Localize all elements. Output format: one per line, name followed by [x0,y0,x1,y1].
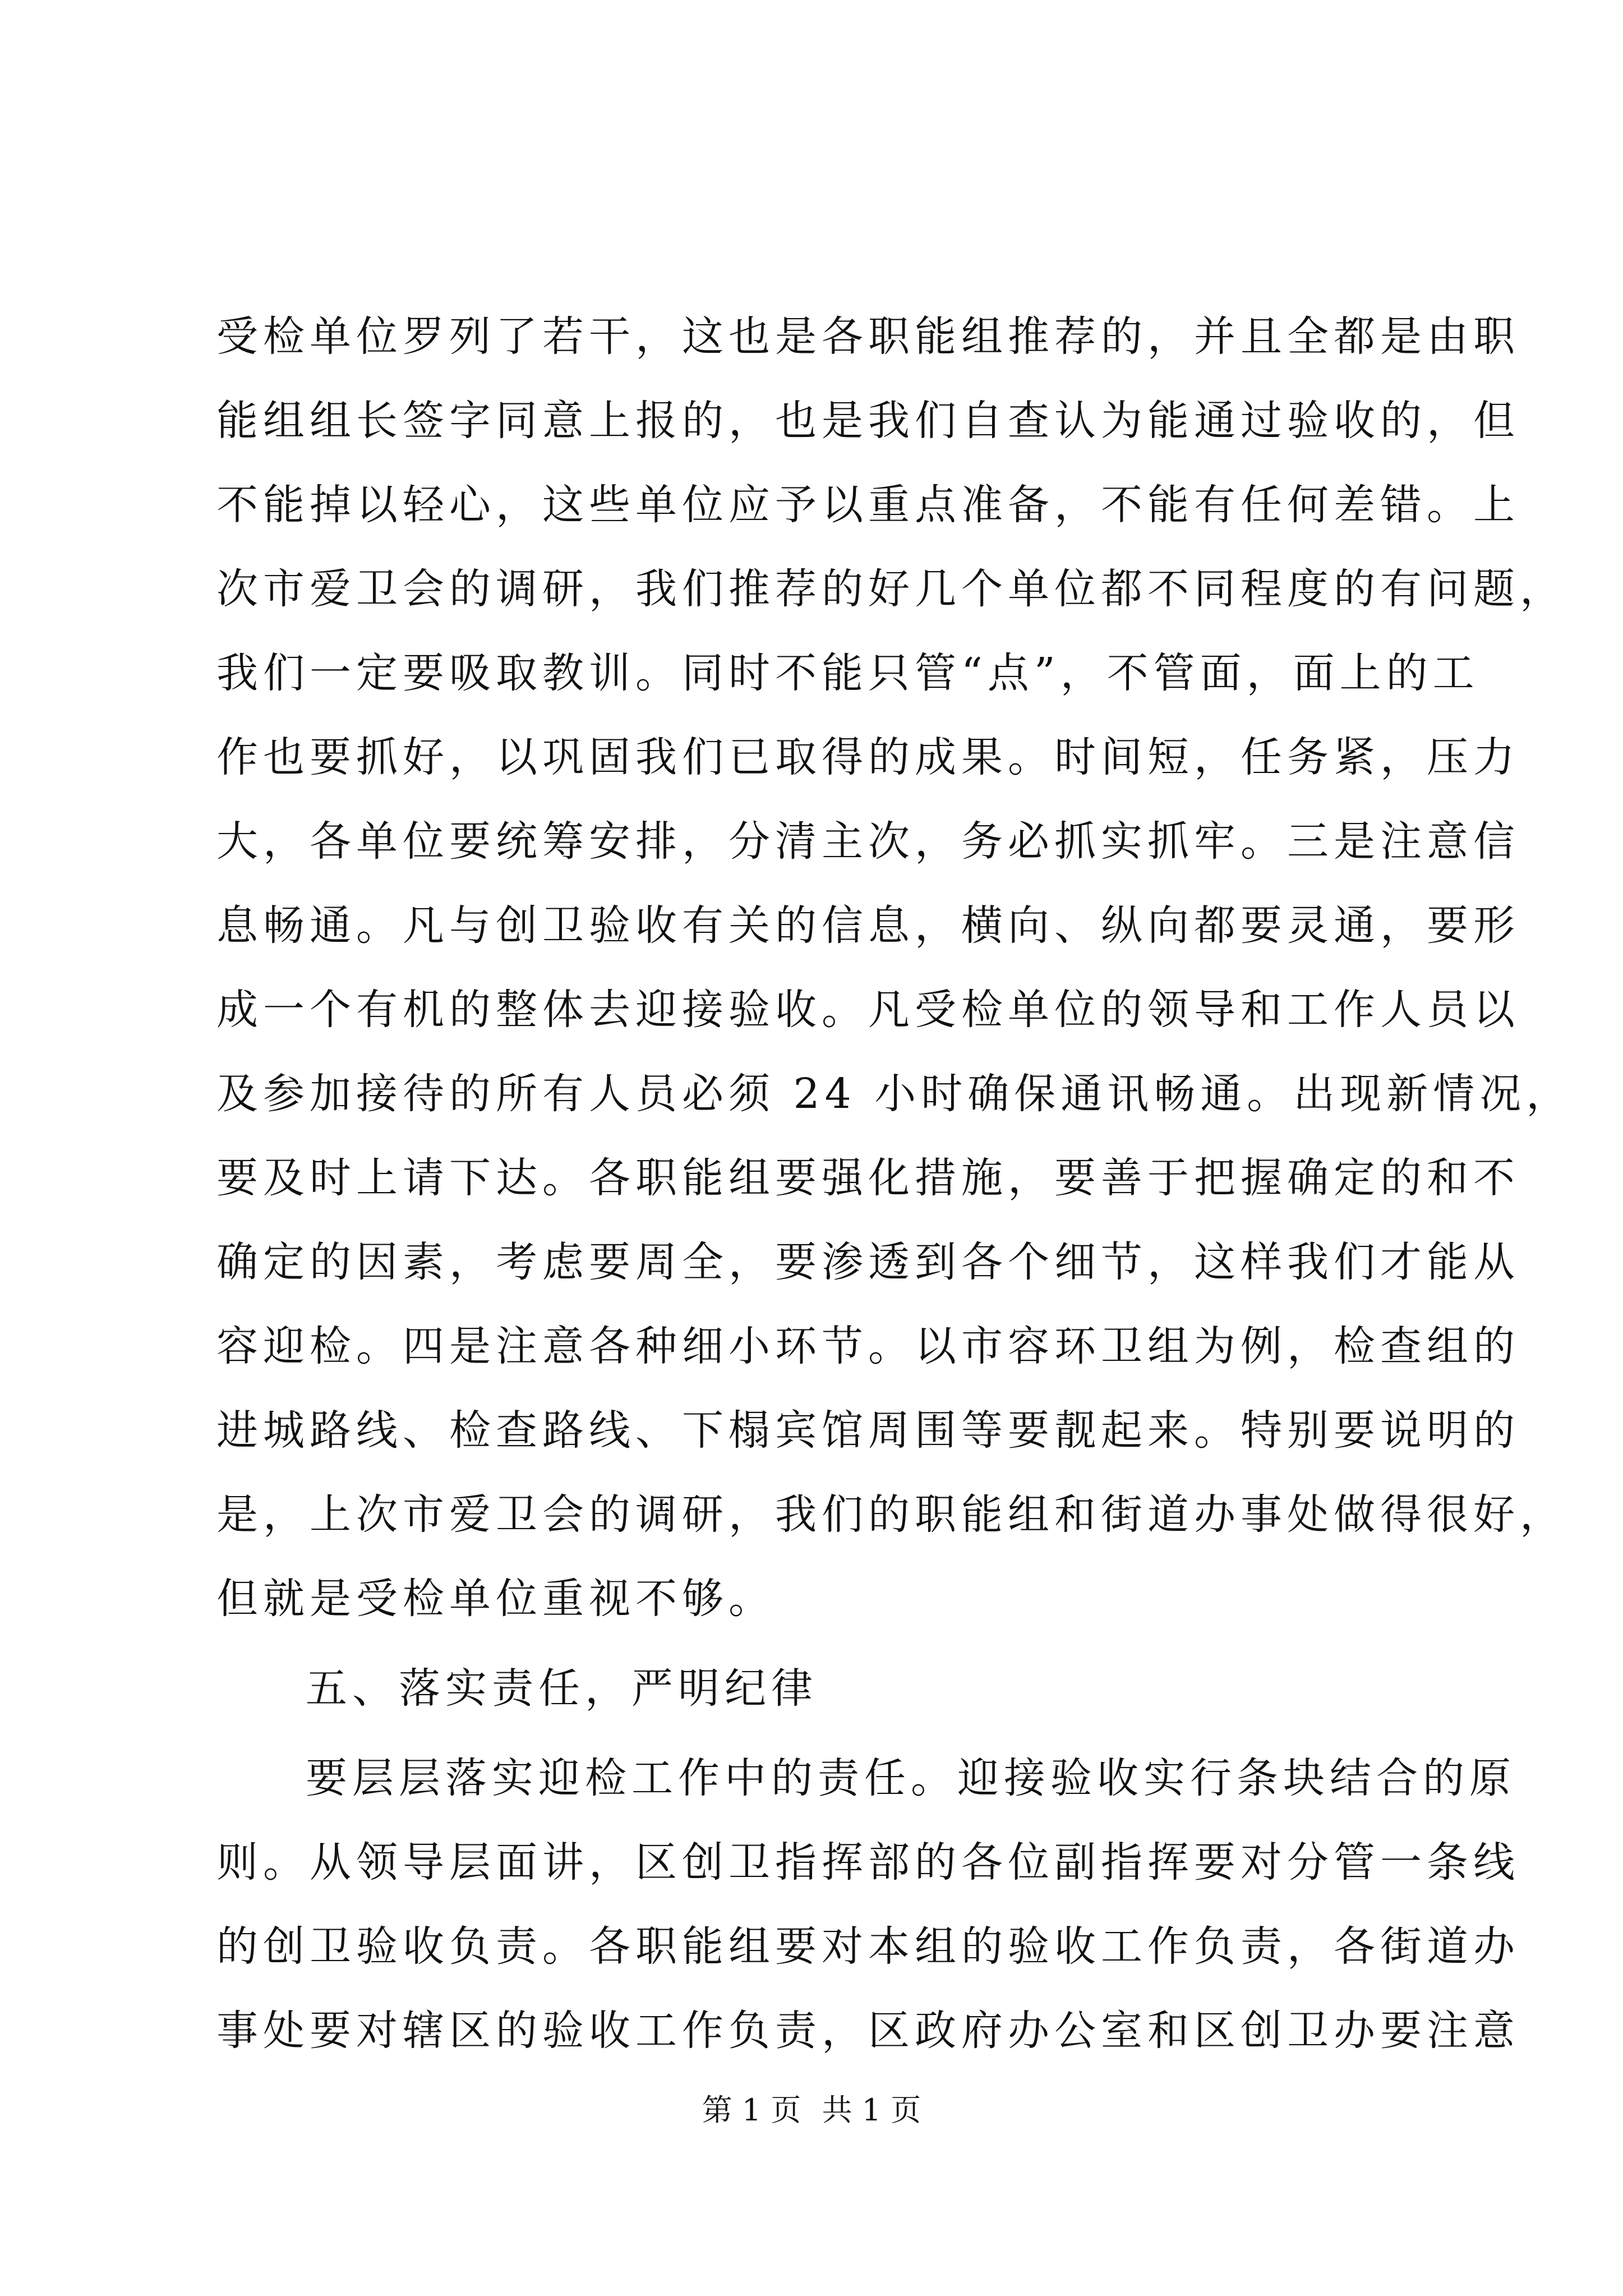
paragraph-first-line: 要层层落实迎检工作中的责任。迎接验收实行条块结合的原 [306,1754,1516,1802]
body-line: 则。从领导层面讲，区创卫指挥部的各位副指挥要对分管一条线 [216,1838,1520,1887]
body-line: 成一个有机的整体去迎接验收。凡受检单位的领导和工作人员以 [216,986,1520,1034]
section-heading: 五、落实责任，严明纪律 [306,1664,818,1713]
body-line: 作也要抓好，以巩固我们已取得的成果。时间短，任务紧，压力 [216,733,1520,781]
body-line: 进城路线、检查路线、下榻宾馆周围等要靓起来。特别要说明的 [216,1406,1520,1455]
body-line: 受检单位罗列了若干，这也是各职能组推荐的，并且全都是由职 [216,312,1520,361]
body-line: 次市爱卫会的调研，我们推荐的好几个单位都不同程度的有问题， [216,565,1566,613]
body-line: 大，各单位要统筹安排，分清主次，务必抓实抓牢。三是注意信 [216,817,1520,866]
body-line: 我们一定要吸取教训。同时不能只管“点”，不管面，面上的工 [216,649,1479,697]
body-line: 的创卫验收负责。各职能组要对本组的验收工作负责，各街道办 [216,1922,1520,1971]
body-line: 要及时上请下达。各职能组要强化措施，要善于把握确定的和不 [216,1154,1520,1202]
page-number: 第 1 页 [702,2092,801,2128]
body-line: 及参加接待的所有人员必须 24 小时确保通讯畅通。出现新情况， [216,1070,1573,1118]
body-line: 息畅通。凡与创卫验收有关的信息，横向、纵向都要灵通，要形 [216,901,1520,950]
body-line: 是，上次市爱卫会的调研，我们的职能组和街道办事处做得很好， [216,1490,1566,1539]
body-line: 不能掉以轻心，这些单位应予以重点准备，不能有任何差错。上 [216,481,1520,529]
page-footer [0,2082,1623,2138]
body-line-last: 但就是受检单位重视不够。 [216,1575,775,1623]
body-line: 确定的因素，考虑要周全，要渗透到各个细节，这样我们才能从 [216,1238,1520,1286]
page-total: 共 1 页 [822,2092,921,2128]
body-line: 能组组长签字同意上报的，也是我们自查认为能通过验收的，但 [216,397,1520,445]
body-line: 容迎检。四是注意各种细小环节。以市容环卫组为例，检查组的 [216,1322,1520,1370]
body-line: 事处要对辖区的验收工作负责，区政府办公室和区创卫办要注意 [216,2007,1520,2055]
